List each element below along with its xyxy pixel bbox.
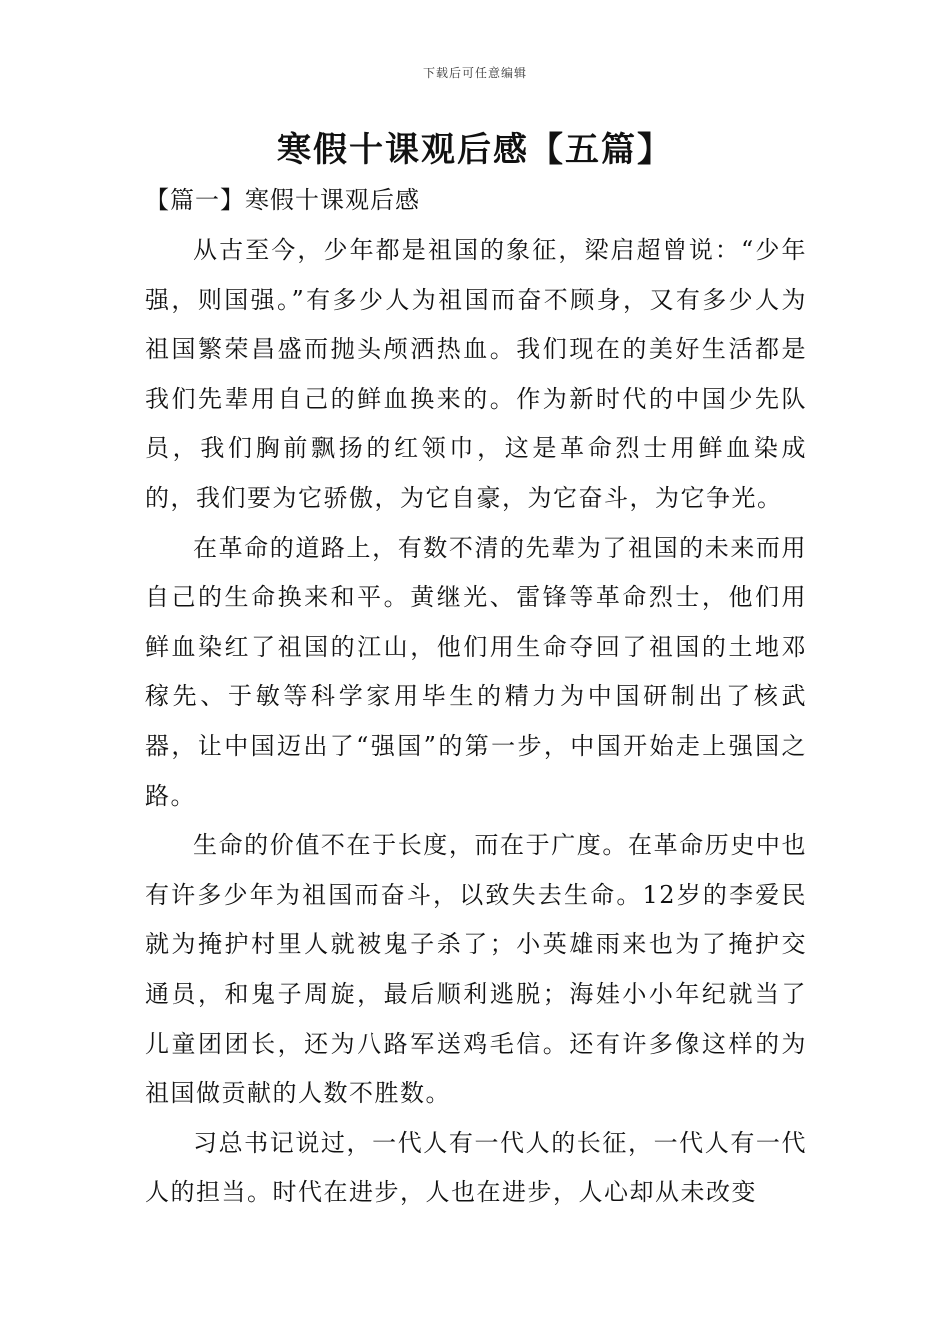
paragraph-1: 从古至今，少年都是祖国的象征，梁启超曾说：“少年强，则国强。”有多少人为祖国而奋不顾身，又有多少人为祖国繁荣昌盛而抛头颅洒热血。我们现在的美好生活都是我们先辈用自己的鲜血换来的。作为新时代的中国少先队员，我们胸前飘扬的红领巾，这是革命烈士用鲜血染成的，我们要为它骄傲，为它自豪，为它奋斗，为它争光。 [145,236,807,512]
section-heading: 【篇一】寒假十课观后感 [145,186,420,214]
paragraph-3: 生命的价值不在于长度，而在于广度。在革命历史中也有许多少年为祖国而奋斗，以致失去生命。12岁的李爱民就为掩护村里人就被鬼子杀了；小英雄雨来也为了掩护交通员，和鬼子周旋，最后顺利逃脱；海娃小小年纪就当了儿童团团长，还为八路军送鸡毛信。还有许多像这样的为祖国做贡献的人数不胜数。 [145,831,807,1108]
header-note: 下载后可任意编辑 [422,66,527,80]
paragraph-2: 在革命的道路上，有数不清的先辈为了祖国的未来而用自己的生命换来和平。黄继光、雷锋等革命烈士，他们用鲜血染红了祖国的江山，他们用生命夺回了祖国的土地邓稼先、于敏等科学家用毕生的精力为中国研制出了核武器，让中国迈出了“强国”的第一步，中国开始走上强国之路。 [145,533,807,810]
paragraph-4: 习总书记说过，一代人有一代人的长征，一代人有一代人的担当。时代在进步，人也在进步，人心却从未改变 [145,1128,807,1207]
document-title: 寒假十课观后感【五篇】 [277,130,673,170]
article-body [145,226,807,1218]
